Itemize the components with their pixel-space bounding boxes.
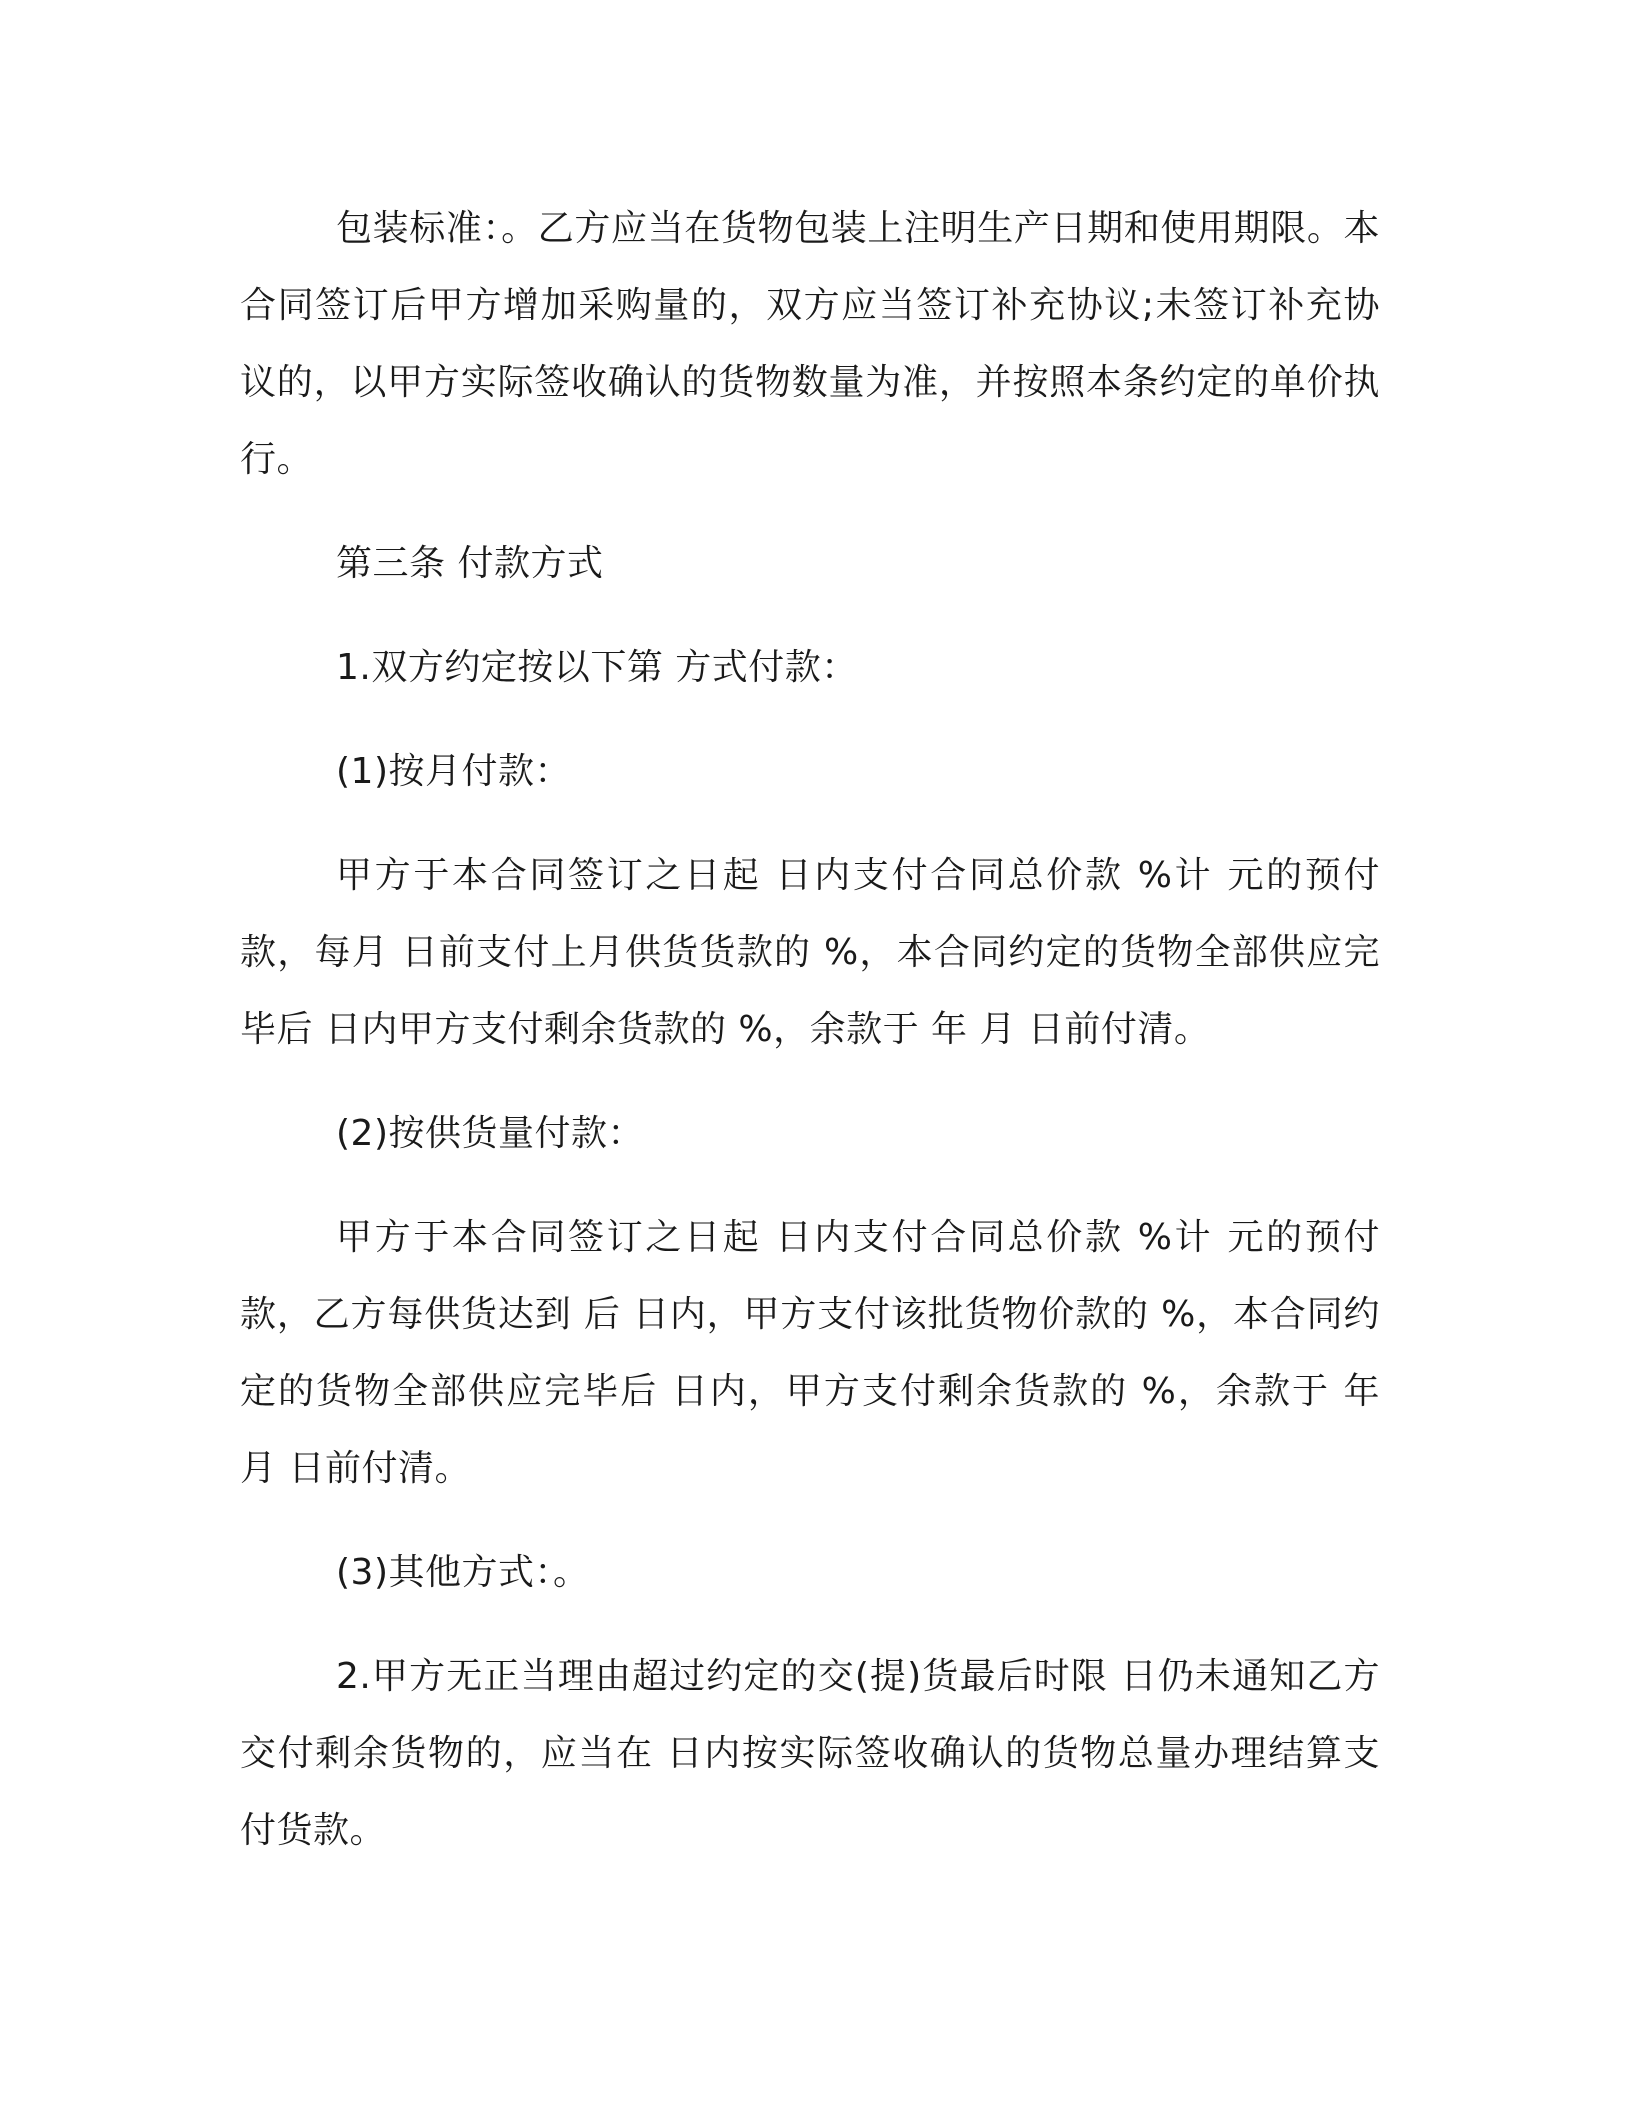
paragraph-settlement-clause: 2.甲方无正当理由超过约定的交(提)货最后时限 日仍未通知乙方交付剩余货物的，应当在 日内按实际签收确认的货物总量办理结算支付货款。 bbox=[240, 1656, 1380, 1851]
paragraph-payment-option: 1.双方约定按以下第 方式付款： bbox=[336, 647, 858, 688]
subheading-monthly-payment: (1)按月付款： bbox=[336, 751, 571, 792]
subheading-volume-payment: (2)按供货量付款： bbox=[336, 1113, 644, 1154]
section-heading-payment-method: 第三条 付款方式 bbox=[336, 543, 604, 584]
document-body bbox=[240, 190, 1380, 1896]
paragraph-packaging-standard: 包装标准：。乙方应当在货物包装上注明生产日期和使用期限。本合同签订后甲方增加采购量的，双方应当签订补充协议;未签订补充协议的，以甲方实际签收确认的货物数量为准，并按照本条约定的单价执行。 bbox=[240, 208, 1380, 480]
paragraph-monthly-payment-terms: 甲方于本合同签订之日起 日内支付合同总价款 %计 元的预付款，每月 日前支付上月供货货款的 %，本合同约定的货物全部供应完毕后 日内甲方支付剩余货款的 %，余款于 年 月 日前付清。 bbox=[240, 855, 1380, 1050]
subheading-other-method: (3)其他方式：。 bbox=[336, 1552, 590, 1593]
paragraph-volume-payment-terms: 甲方于本合同签订之日起 日内支付合同总价款 %计 元的预付款，乙方每供货达到 后 日内，甲方支付该批货物价款的 %，本合同约定的货物全部供应完毕后 日内，甲方支付剩余货款的 %，余款于 年 月 日前付清。 bbox=[240, 1217, 1380, 1489]
